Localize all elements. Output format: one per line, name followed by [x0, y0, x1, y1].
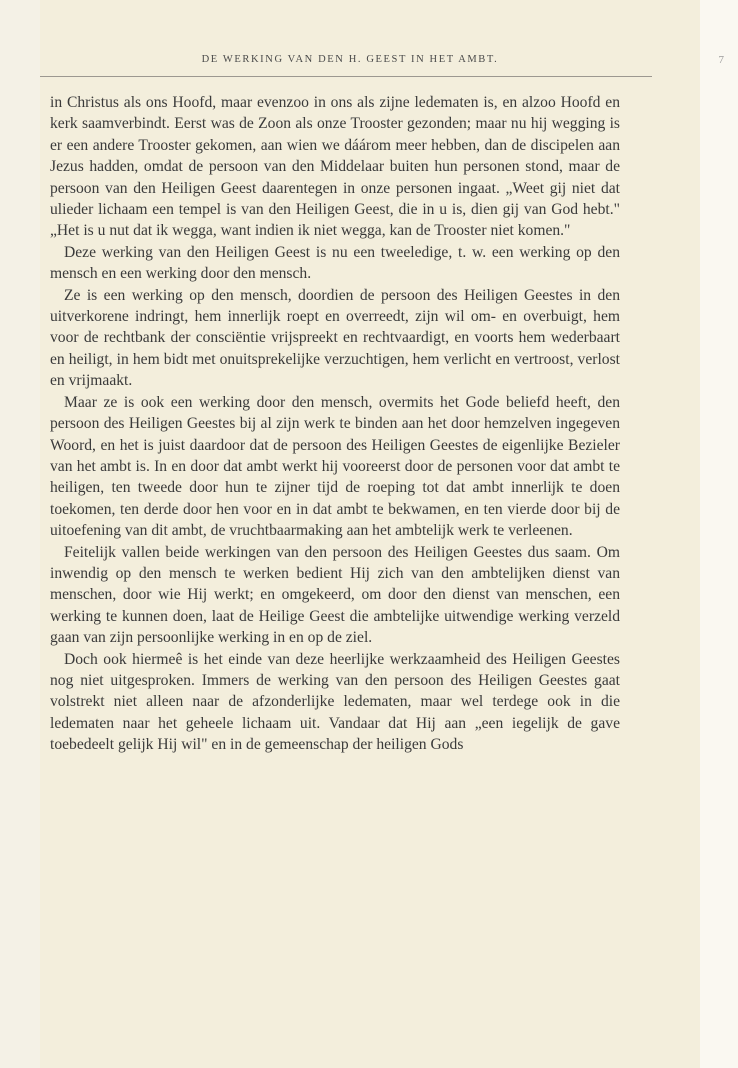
page-body: [50, 92, 620, 756]
paragraph-3: Ze is een werking op den mensch, doordien de persoon des Heiligen Geestes in den uitverkorene indringt, hem innerlijk roept en overreedt, zijn wil om- en overbuigt, hem voor de rechtbank der consciëntie vrijspreekt en rechtvaardigt, en voorts hem wederbaart en heiligt, in hem bidt met onuitsprekelijke verzuchtigen, hem verlicht en vertroost, verlost en vrijmaakt.: [50, 286, 620, 390]
paragraph-2: Deze werking van den Heiligen Geest is nu een tweeledige, t. w. een werking op den mensch en een werking door den mensch.: [50, 243, 620, 283]
paragraph-6: Doch ook hiermeê is het einde van deze heerlijke werkzaamheid des Heiligen Geestes nog niet uitgesproken. Immers de werking van den persoon des Heiligen Geestes gaat volstrekt niet alleen naar de afzonderlijke ledematen, maar wel terdege ook in die ledematen naar het geheele lichaam uit. Vandaar dat Hij aan „een iegelijk de gave toebedeelt gelijk Hij wil" en in de gemeenschap der heiligen Gods: [50, 650, 620, 754]
scan-gutter-right: [700, 0, 738, 1068]
paragraph-1: in Christus als ons Hoofd, maar evenzoo in ons als zijne ledematen is, en alzoo Hoofd en kerk saamverbindt. Eerst was de Zoon als onze Trooster gezonden; maar nu hij wegging is er een andere Trooster gekomen, aan wien we dáárom meer hebben, dan de discipelen aan Jezus hadden, omdat de persoon van den Middelaar buiten hun personen stond, maar de persoon van den Heiligen Geest daarentegen in onze personen ingaat. „Weet gij niet dat ulieder lichaam een tempel is van den Heiligen Geest, die in u is, dien gij van God hebt." „Het is u nut dat ik wegga, want indien ik niet wegga, kan de Trooster niet komen.": [50, 94, 620, 240]
paragraph-5: Feitelijk vallen beide werkingen van den persoon des Heiligen Geestes dus saam. Om inwendig op den mensch te werken bedient Hij zich van den ambtelijken dienst van menschen, door wie Hij werkt; en omgekeerd, om door den dienst van menschen, een werking te kunnen doen, laat de Heilige Geest die ambtelijke uitwendige werking verzeld gaan van zijn persoonlijke werking in en op de ziel.: [50, 543, 620, 647]
paragraph-4: Maar ze is ook een werking door den mensch, overmits het Gode beliefd heeft, den persoon des Heiligen Geestes bij al zijn werk te binden aan het door hemzelven ingegeven Woord, en het is juist daardoor dat de persoon des Heiligen Geestes de eigenlijke Bezieler van het ambt is. In en door dat ambt werkt hij vooreerst door de personen voor dat ambt te heiligen, ten tweede door hun te zijner tijd de roeping tot dat ambt innerlijk te doen toekomen, ten derde door hen voor en in dat ambt te bekwamen, en ten vierde door bij de uitoefening van dit ambt, de vruchtbaarmaking aan het ambtelijk werk te verleenen.: [50, 393, 620, 540]
header-rule: [40, 76, 652, 77]
page-number: 7: [718, 54, 724, 66]
running-header: DE WERKING VAN DEN H. GEEST IN HET AMBT.: [201, 54, 499, 65]
scan-gutter-left: [0, 0, 40, 1068]
